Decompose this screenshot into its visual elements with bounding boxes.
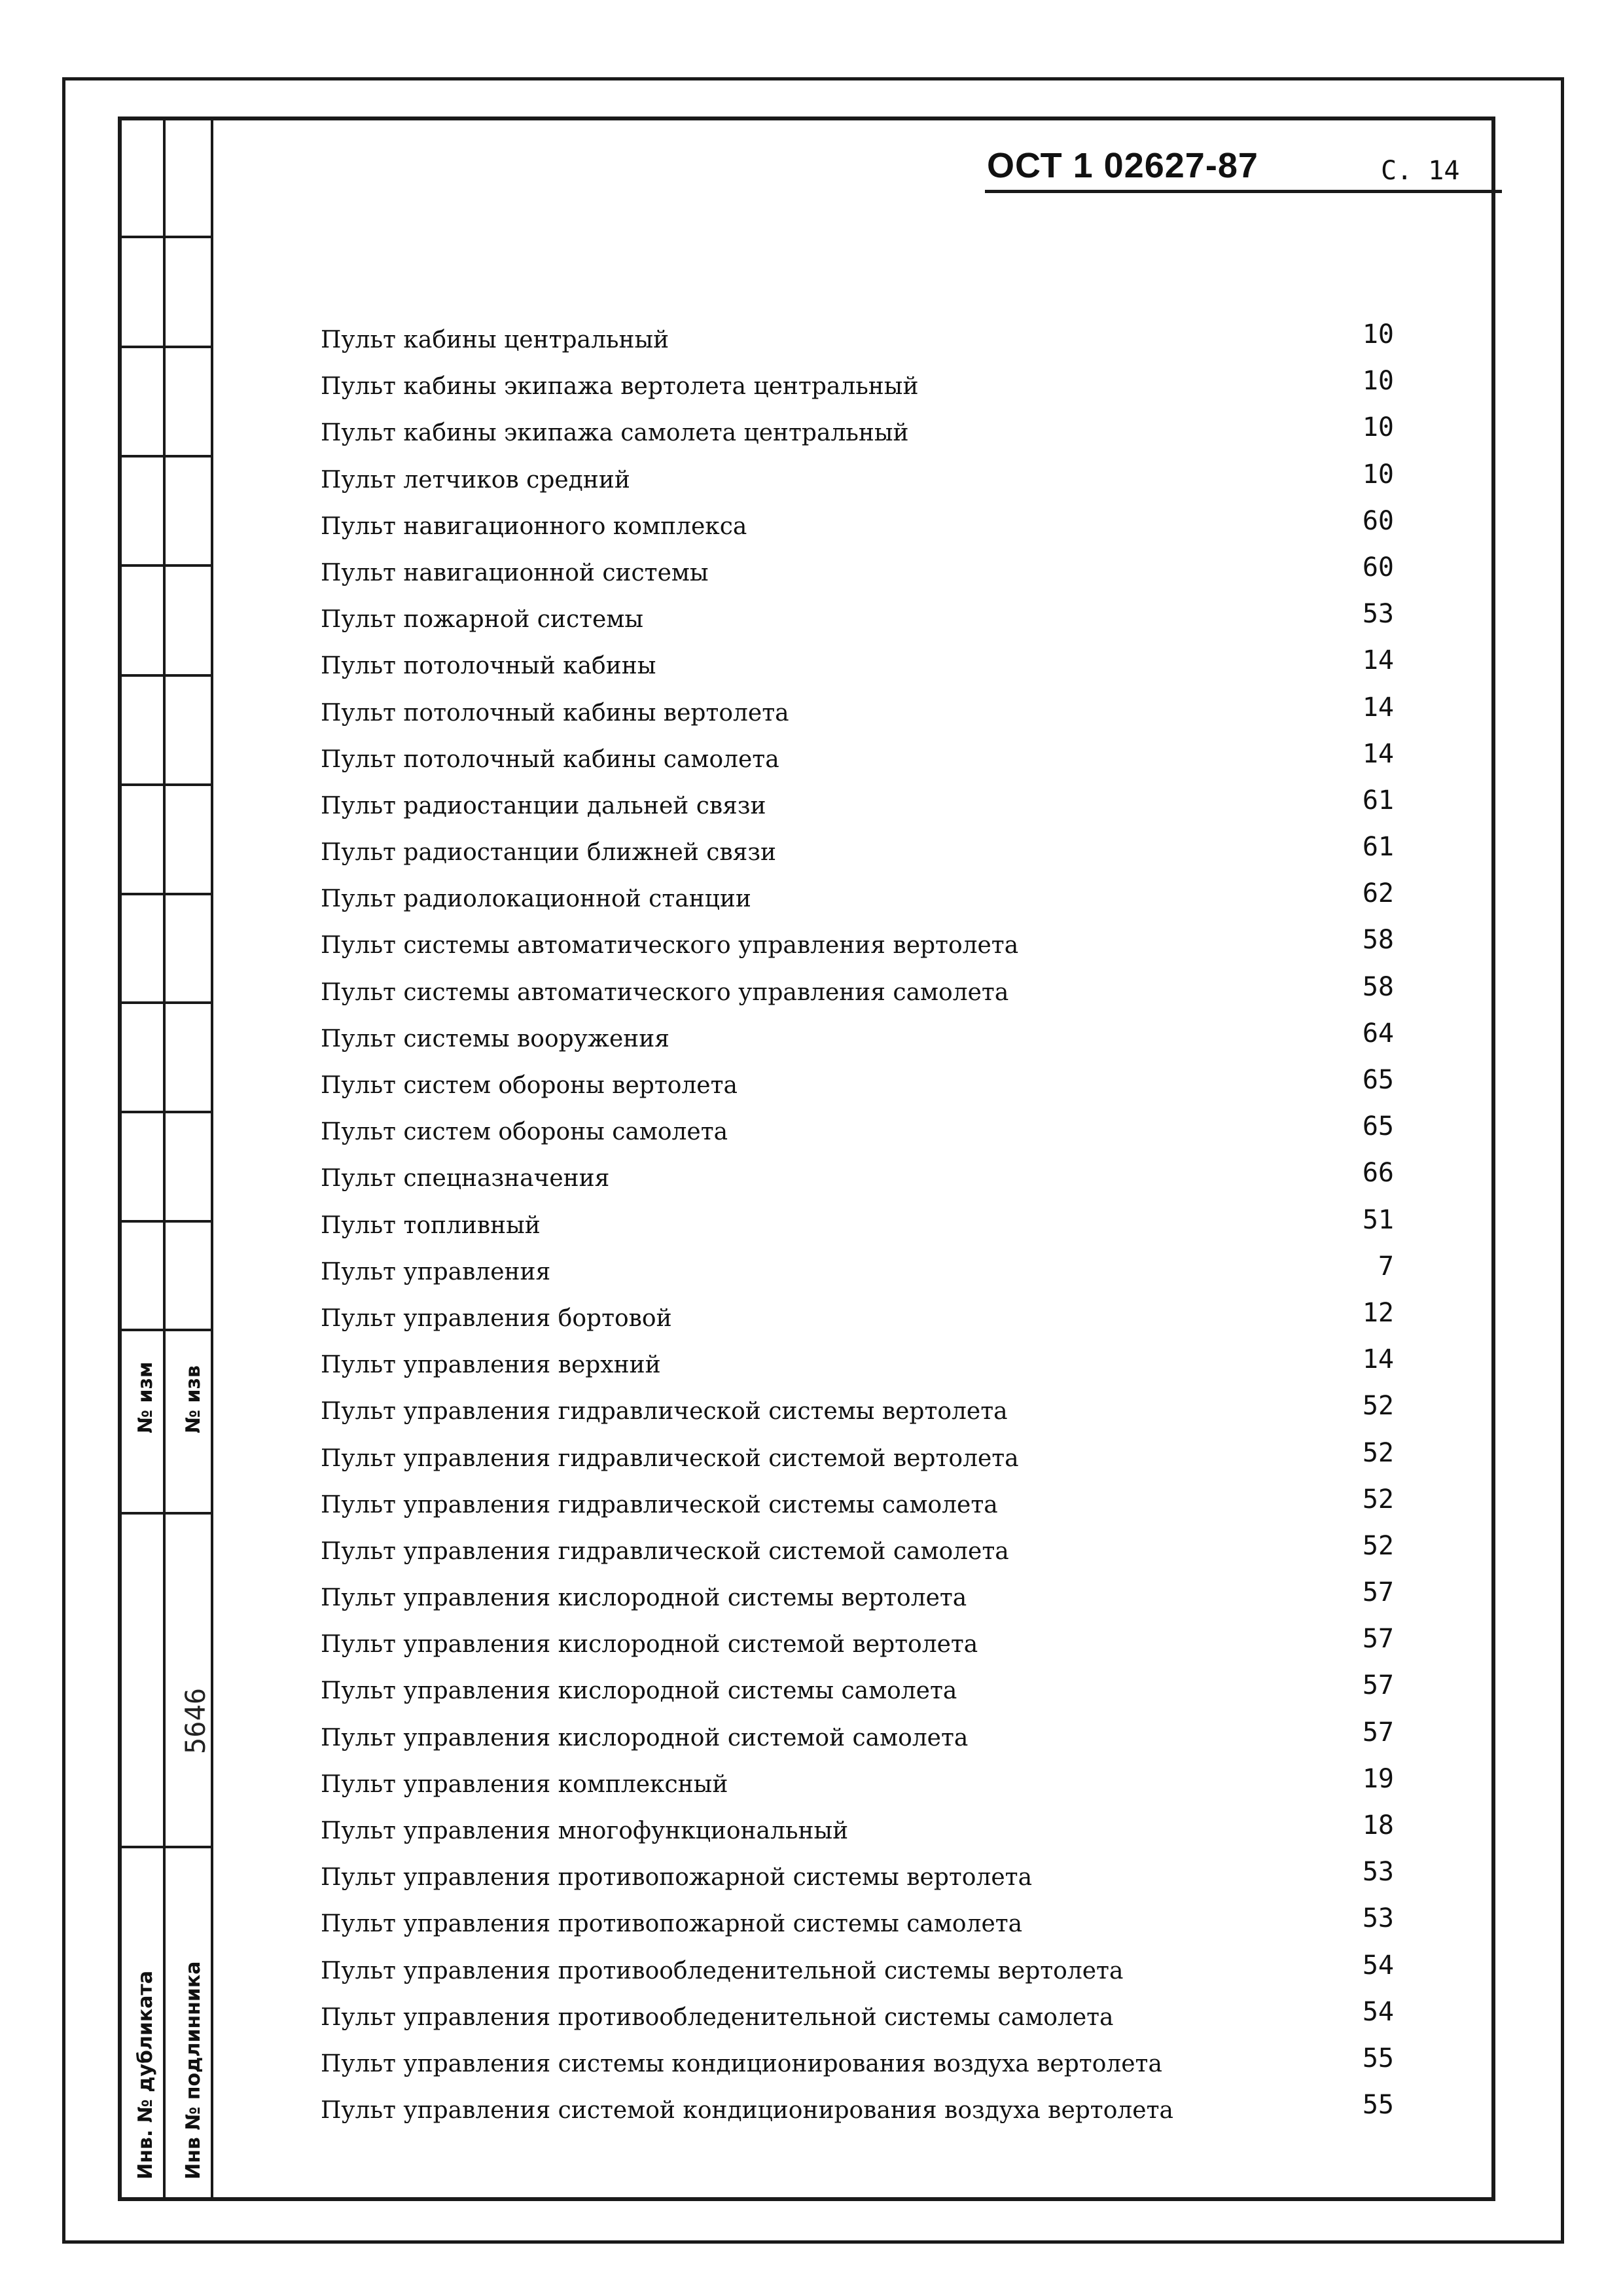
stamp-divider (118, 1111, 213, 1113)
index-entry (321, 1482, 1394, 1528)
index-term: Пульт системы вооружения (321, 1025, 670, 1052)
index-entry (321, 736, 1394, 783)
stamp-divider (118, 1846, 213, 1848)
stamp-column-2 (166, 117, 213, 2201)
index-entry (321, 1062, 1394, 1109)
index-entry (321, 363, 1394, 410)
index-term: Пульт систем обороны самолета (321, 1119, 728, 1146)
index-term: Пульт управления верхний (321, 1352, 661, 1379)
stamp-inv-number: 5646 (179, 1687, 211, 1754)
index-term: Пульт управления гидравлической системы самолета (321, 1491, 998, 1518)
index-entry (321, 1948, 1394, 1994)
stamp-divider (118, 1512, 213, 1515)
index-entry (321, 1575, 1394, 1621)
index-page-number: 58 (1362, 971, 1394, 1002)
index-page-number: 51 (1362, 1204, 1394, 1235)
index-entry (321, 2087, 1394, 2134)
index-term: Пульт радиостанции дальней связи (321, 792, 766, 819)
stamp-inv-dublikata: Инв. № дубликата (134, 1970, 157, 2179)
index-entry (321, 317, 1394, 363)
index-term: Пульт топливный (321, 1211, 541, 1239)
index-term: Пульт управления противообледенительной системы самолета (321, 2003, 1114, 2031)
index-entry (321, 1155, 1394, 1202)
index-entry (321, 1435, 1394, 1482)
index-entry (321, 596, 1394, 643)
index-term: Пульт летчиков средний (321, 466, 630, 493)
index-page-number: 19 (1362, 1763, 1394, 1794)
page-number: С. 14 (1381, 156, 1460, 186)
stamp-column-1 (118, 117, 166, 2201)
index-term: Пульт управления кислородной системы вертолета (321, 1585, 967, 1612)
index-page-number: 54 (1362, 1996, 1394, 2027)
stamp-divider (118, 236, 213, 238)
index-page-number: 12 (1362, 1297, 1394, 1328)
index-page-number: 52 (1362, 1530, 1394, 1561)
index-entry (321, 1668, 1394, 1714)
index-page-number: 14 (1362, 738, 1394, 769)
index-page-number: 55 (1362, 2090, 1394, 2121)
index-entry (321, 1994, 1394, 2041)
index-page-number: 10 (1362, 319, 1394, 350)
index-list (321, 317, 1394, 2134)
index-entry (321, 410, 1394, 456)
index-term: Пульт радиолокационной станции (321, 886, 751, 913)
stamp-no-izm: № изм (134, 1361, 157, 1433)
index-term: Пульт управления системой кондиционирования воздуха вертолета (321, 2097, 1173, 2125)
index-entry (321, 969, 1394, 1016)
index-page-number: 54 (1362, 1950, 1394, 1981)
index-page-number: 60 (1362, 505, 1394, 536)
stamp-no-izv: № изв (182, 1365, 205, 1433)
stamp-divider (118, 783, 213, 786)
index-entry (321, 1761, 1394, 1808)
index-entry (321, 783, 1394, 829)
index-page-number: 61 (1362, 785, 1394, 816)
index-page-number: 65 (1362, 1065, 1394, 1095)
stamp-divider (118, 893, 213, 895)
stamp-inv-podlinnika: Инв № подлинника (182, 1961, 205, 2179)
index-entry (321, 503, 1394, 550)
index-term: Пульт управления бортовой (321, 1304, 672, 1332)
stamp-divider (118, 455, 213, 457)
index-page-number: 52 (1362, 1391, 1394, 1422)
index-term: Пульт спецназначения (321, 1165, 610, 1193)
index-page-number: 10 (1362, 412, 1394, 443)
index-entry (321, 1388, 1394, 1435)
index-page-number: 14 (1362, 645, 1394, 676)
index-entry (321, 1295, 1394, 1342)
index-entry (321, 1621, 1394, 1668)
index-page-number: 58 (1362, 925, 1394, 956)
index-term: Пульт управления гидравлической системой вертолета (321, 1444, 1019, 1472)
index-page-number: 57 (1362, 1624, 1394, 1655)
index-entry (321, 1202, 1394, 1249)
index-entry (321, 690, 1394, 736)
index-page-number: 66 (1362, 1158, 1394, 1189)
index-term: Пульт управления противопожарной системы вертолета (321, 1864, 1033, 1892)
index-term: Пульт потолочный кабины (321, 653, 656, 680)
index-term: Пульт управления кислородной системы самолета (321, 1677, 957, 1705)
index-page-number: 52 (1362, 1484, 1394, 1515)
index-term: Пульт радиостанции ближней связи (321, 839, 777, 867)
index-entry (321, 876, 1394, 922)
index-term: Пульт системы автоматического управления вертолета (321, 932, 1019, 960)
index-entry (321, 1901, 1394, 1947)
index-term: Пульт навигационной системы (321, 559, 709, 586)
index-page-number: 60 (1362, 552, 1394, 583)
index-page-number: 55 (1362, 2043, 1394, 2073)
index-page-number: 64 (1362, 1018, 1394, 1049)
index-term: Пульт потолочный кабины вертолета (321, 699, 789, 726)
index-term: Пульт управления кислородной системой вертолета (321, 1631, 978, 1659)
index-entry (321, 1854, 1394, 1901)
index-term: Пульт управления комплексный (321, 1770, 728, 1798)
index-page-number: 53 (1362, 1857, 1394, 1888)
index-page-number: 57 (1362, 1577, 1394, 1608)
index-page-number: 62 (1362, 878, 1394, 909)
index-entry (321, 922, 1394, 969)
header-underline (985, 190, 1502, 193)
stamp-divider (118, 1329, 213, 1331)
index-term: Пульт пожарной системы (321, 606, 643, 634)
index-term: Пульт кабины центральный (321, 327, 669, 353)
stamp-divider (118, 1001, 213, 1004)
index-entry (321, 1016, 1394, 1062)
index-term: Пульт управления гидравлической системой самолета (321, 1537, 1009, 1565)
index-page-number: 57 (1362, 1717, 1394, 1748)
stamp-divider (118, 346, 213, 348)
index-term: Пульт систем обороны вертолета (321, 1072, 738, 1099)
index-entry (321, 1342, 1394, 1388)
index-term: Пульт управления противообледенительной системы вертолета (321, 1957, 1124, 1984)
index-page-number: 10 (1362, 459, 1394, 490)
index-page-number: 57 (1362, 1670, 1394, 1701)
index-entry (321, 1528, 1394, 1575)
index-page-number: 52 (1362, 1437, 1394, 1468)
index-page-number: 61 (1362, 832, 1394, 863)
index-term: Пульт управления (321, 1258, 551, 1285)
index-entry (321, 457, 1394, 503)
index-term: Пульт управления многофункциональный (321, 1818, 849, 1844)
index-entry (321, 2041, 1394, 2087)
index-term: Пульт управления противопожарной системы самолета (321, 1910, 1023, 1938)
index-term: Пульт навигационного комплекса (321, 512, 747, 540)
index-page-number: 65 (1362, 1111, 1394, 1142)
index-term: Пульт потолочный кабины самолета (321, 745, 779, 773)
index-entry (321, 643, 1394, 689)
index-entry (321, 550, 1394, 596)
index-page-number: 14 (1362, 692, 1394, 723)
index-entry (321, 829, 1394, 876)
index-entry (321, 1715, 1394, 1761)
index-entry (321, 1249, 1394, 1295)
index-entry (321, 1808, 1394, 1854)
index-page-number: 10 (1362, 366, 1394, 397)
index-term: Пульт кабины экипажа вертолета центральный (321, 373, 919, 401)
index-term: Пульт управления системы кондиционирования воздуха вертолета (321, 2050, 1162, 2077)
stamp-divider (118, 1220, 213, 1223)
index-page-number: 7 (1378, 1251, 1394, 1282)
index-page-number: 53 (1362, 599, 1394, 630)
document-number: ОСТ 1 02627-87 (987, 146, 1258, 185)
stamp-divider (118, 564, 213, 567)
index-term: Пульт управления гидравлической системы вертолета (321, 1398, 1008, 1426)
index-entry (321, 1109, 1394, 1155)
index-term: Пульт управления кислородной системой самолета (321, 1724, 969, 1751)
index-term: Пульт кабины экипажа самолета центральный (321, 420, 909, 447)
index-page-number: 14 (1362, 1344, 1394, 1375)
index-page-number: 18 (1362, 1810, 1394, 1840)
index-term: Пульт системы автоматического управления самолета (321, 978, 1009, 1006)
stamp-divider (118, 674, 213, 677)
index-page-number: 53 (1362, 1903, 1394, 1934)
